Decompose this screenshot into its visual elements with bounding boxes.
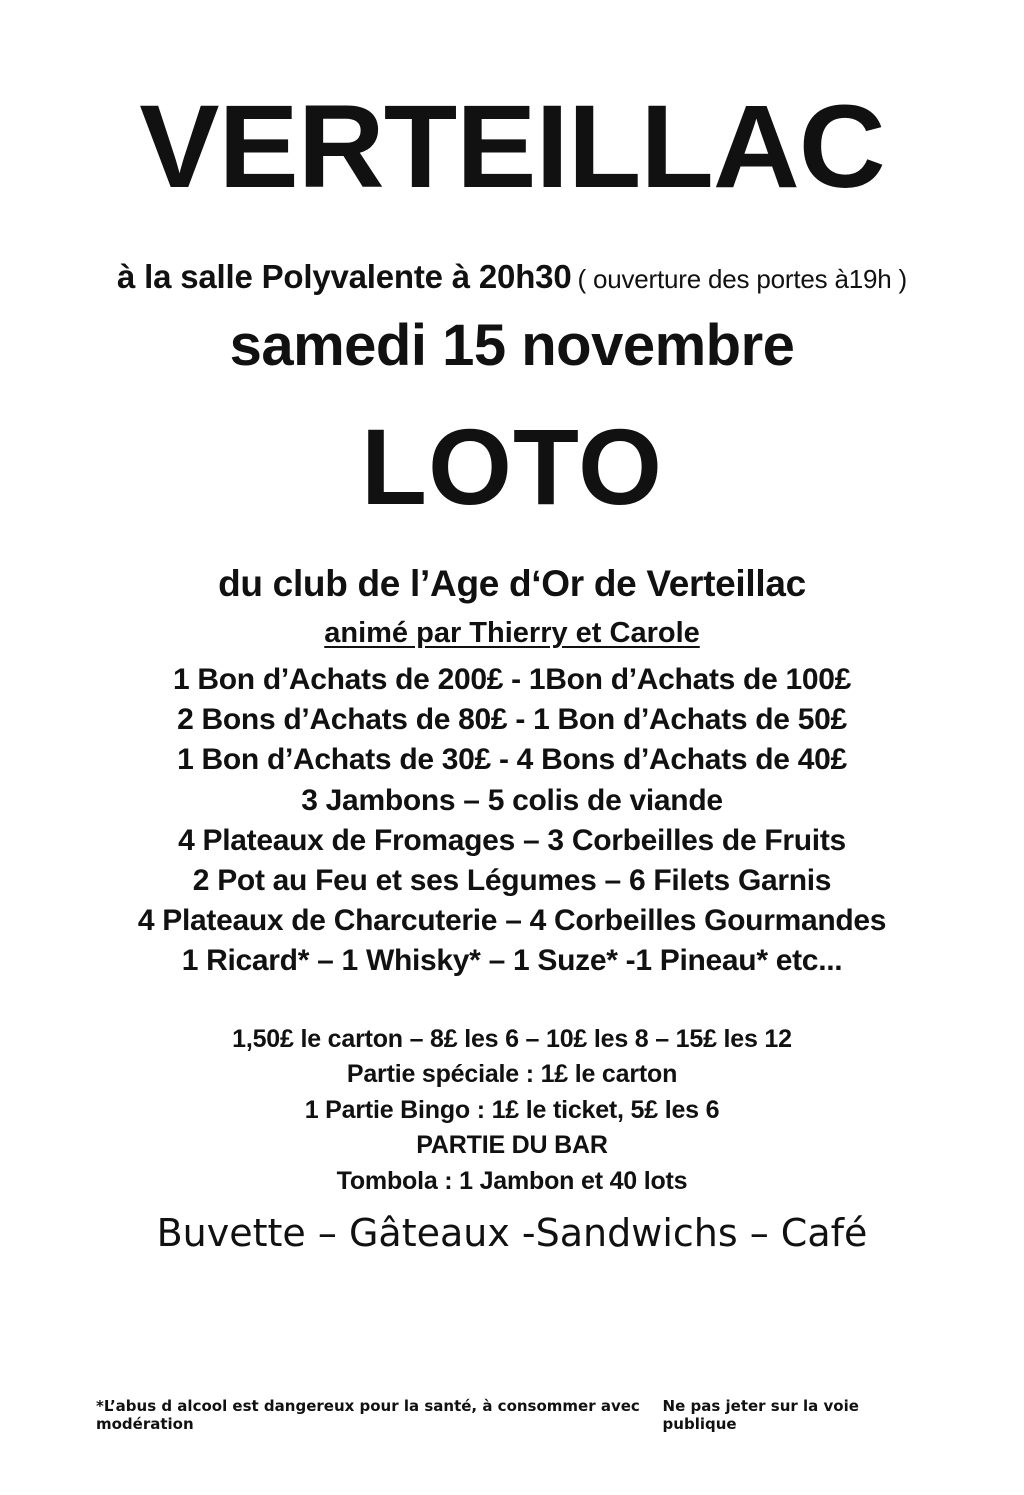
list-item: 4 Plateaux de Charcuterie – 4 Corbeilles Gourmandes bbox=[137, 904, 887, 938]
hosts-line: animé par Thierry et Carole bbox=[324, 617, 700, 649]
doors-opening-text: ( ouverture des portes à19h ) bbox=[577, 264, 907, 294]
list-item: 2 Bons d’Achats de 80£ - 1 Bon d’Achats de 50£ bbox=[177, 703, 847, 737]
event-name: LOTO bbox=[360, 406, 663, 527]
list-item: 1 Bon d’Achats de 200£ - 1Bon d’Achats de 100£ bbox=[172, 663, 852, 696]
prize-list bbox=[0, 660, 1024, 982]
footer bbox=[0, 1397, 1024, 1433]
list-item: 2 Pot au Feu et ses Légumes – 6 Filets Garnis bbox=[192, 863, 832, 897]
alcohol-warning: *L’abus d alcool est dangereux pour la santé, à consommer avec modération bbox=[96, 1397, 640, 1433]
venue-line bbox=[0, 258, 1024, 296]
poster bbox=[0, 81, 1024, 1495]
list-item: 1 Bon d’Achats de 30£ - 4 Bons d’Achats de 40£ bbox=[177, 743, 847, 777]
organizing-club: du club de l’Age d‘Or de Verteillac bbox=[218, 563, 806, 604]
list-item: 1 Ricard* – 1 Whisky* – 1 Suze* -1 Pineau* etc... bbox=[181, 944, 843, 978]
pricing-list bbox=[0, 1022, 1024, 1200]
list-item: 1,50£ le carton – 8£ les 6 – 10£ les 8 – 15£ les 12 bbox=[232, 1024, 792, 1053]
littering-notice: Ne pas jeter sur la voie publique bbox=[662, 1397, 859, 1433]
event-date: samedi 15 novembre bbox=[229, 313, 795, 378]
refreshments-line: Buvette – Gâteaux -Sandwichs – Café bbox=[156, 1211, 868, 1255]
venue-text: à la salle Polyvalente à 20h30 bbox=[117, 258, 572, 295]
list-item: 1 Partie Bingo : 1£ le ticket, 5£ les 6 bbox=[304, 1095, 720, 1124]
page-title: VERTEILLAC bbox=[139, 81, 885, 213]
list-item: 3 Jambons – 5 colis de viande bbox=[301, 783, 723, 817]
list-item: Partie spéciale : 1£ le carton bbox=[346, 1060, 678, 1088]
list-item: Tombola : 1 Jambon et 40 lots bbox=[336, 1166, 688, 1195]
list-item: PARTIE DU BAR bbox=[416, 1131, 608, 1159]
list-item: 4 Plateaux de Fromages – 3 Corbeilles de Fruits bbox=[178, 823, 846, 857]
